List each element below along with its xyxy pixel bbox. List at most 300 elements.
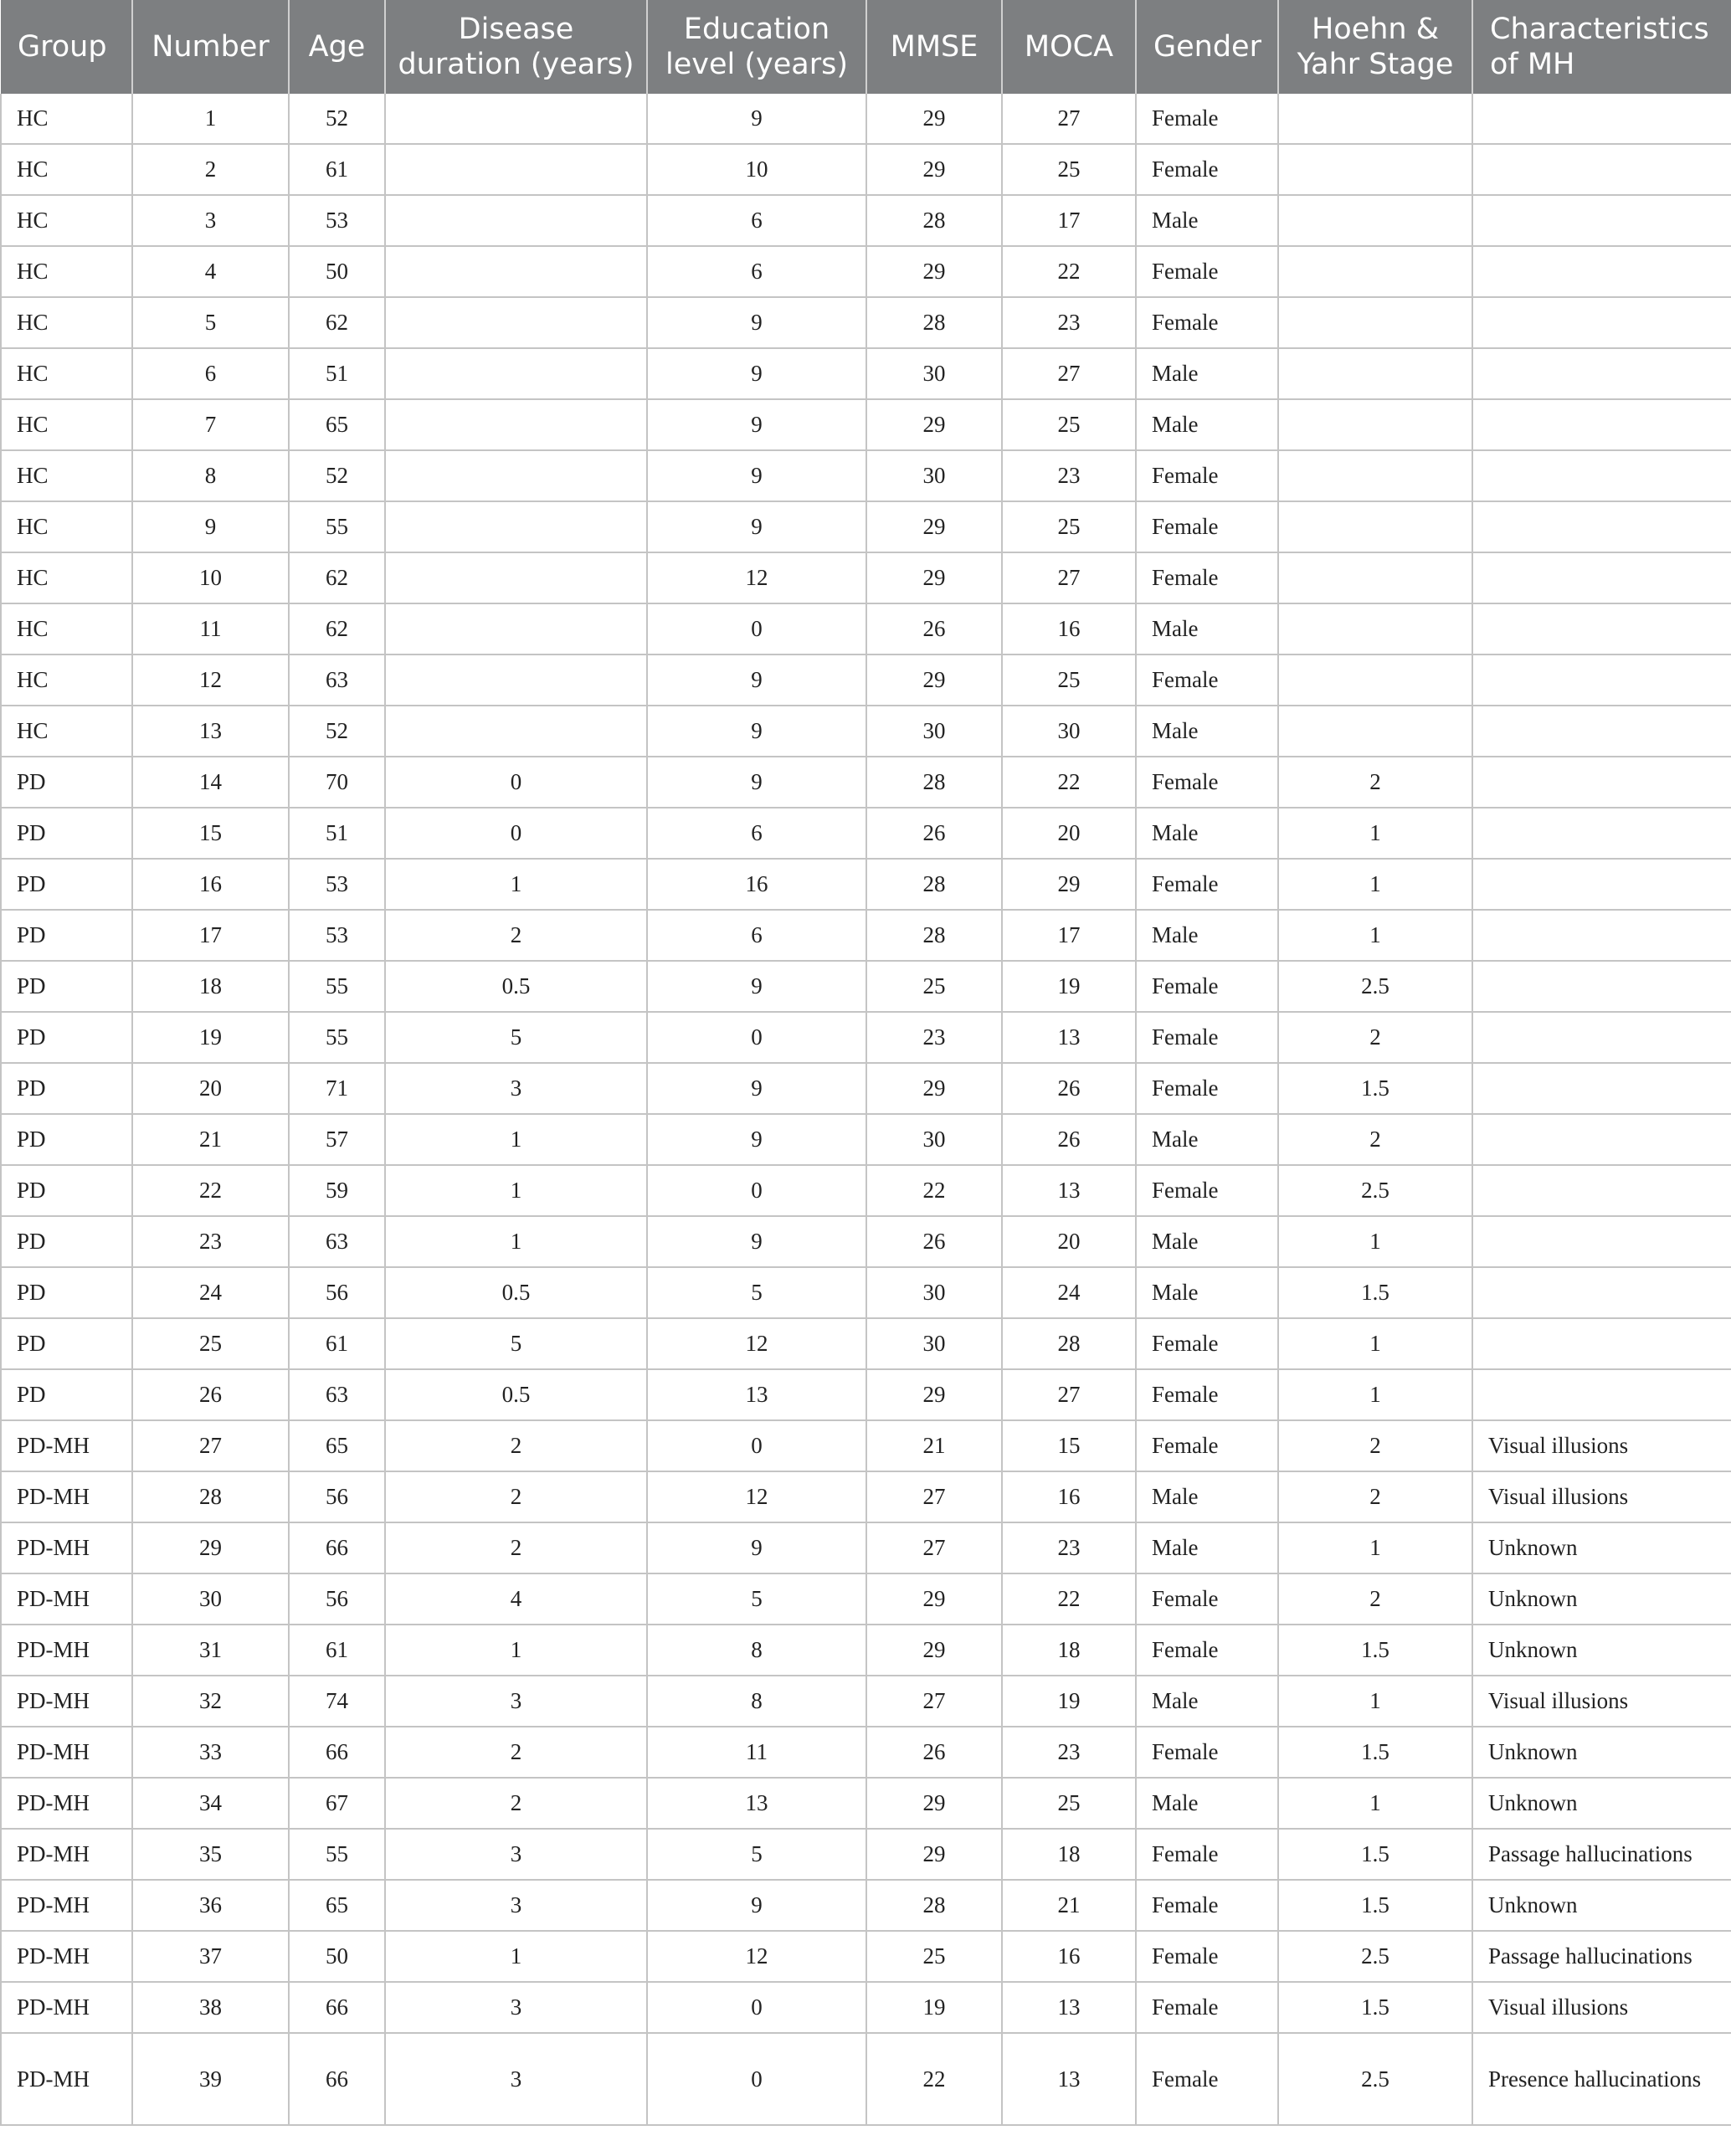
- cell-group: HC: [1, 552, 132, 603]
- cell-moca: 16: [1002, 1931, 1136, 1982]
- cell-number: 32: [132, 1676, 289, 1727]
- cell-characteristics-of-mh: [1472, 246, 1731, 297]
- cell-group: PD-MH: [1, 2033, 132, 2125]
- cell-group: HC: [1, 297, 132, 348]
- cell-age: 51: [289, 348, 385, 399]
- cell-number: 30: [132, 1573, 289, 1625]
- cell-hoehn-yahr-stage: [1278, 706, 1472, 757]
- cell-disease-duration: 1: [385, 1165, 647, 1216]
- cell-hoehn-yahr-stage: [1278, 603, 1472, 654]
- cell-characteristics-of-mh: [1472, 501, 1731, 552]
- cell-disease-duration: [385, 144, 647, 195]
- cell-characteristics-of-mh: Unknown: [1472, 1727, 1731, 1778]
- cell-moca: 25: [1002, 1778, 1136, 1829]
- cell-number: 27: [132, 1420, 289, 1471]
- cell-group: HC: [1, 501, 132, 552]
- cell-number: 15: [132, 808, 289, 859]
- cell-number: 33: [132, 1727, 289, 1778]
- cell-number: 6: [132, 348, 289, 399]
- table-row: [1, 1267, 1731, 1318]
- cell-disease-duration: 0.5: [385, 961, 647, 1012]
- cell-age: 52: [289, 94, 385, 144]
- cell-group: PD-MH: [1, 1676, 132, 1727]
- cell-disease-duration: [385, 246, 647, 297]
- cell-group: PD-MH: [1, 1931, 132, 1982]
- header-education-level: Education level (years): [647, 0, 866, 94]
- cell-moca: 27: [1002, 348, 1136, 399]
- cell-age: 63: [289, 1216, 385, 1267]
- cell-group: PD-MH: [1, 1982, 132, 2033]
- cell-age: 67: [289, 1778, 385, 1829]
- cell-number: 23: [132, 1216, 289, 1267]
- cell-gender: Female: [1136, 1727, 1278, 1778]
- cell-education-level: 0: [647, 603, 866, 654]
- cell-hoehn-yahr-stage: 1.5: [1278, 1625, 1472, 1676]
- cell-disease-duration: 0: [385, 757, 647, 808]
- cell-hoehn-yahr-stage: 2.5: [1278, 1165, 1472, 1216]
- cell-gender: Male: [1136, 910, 1278, 961]
- cell-mmse: 22: [866, 1165, 1002, 1216]
- cell-gender: Female: [1136, 757, 1278, 808]
- cell-moca: 22: [1002, 1573, 1136, 1625]
- header-moca: MOCA: [1002, 0, 1136, 94]
- cell-group: PD: [1, 1114, 132, 1165]
- table-row: [1, 246, 1731, 297]
- cell-hoehn-yahr-stage: 1.5: [1278, 1063, 1472, 1114]
- cell-education-level: 9: [647, 706, 866, 757]
- cell-characteristics-of-mh: Unknown: [1472, 1522, 1731, 1573]
- cell-education-level: 9: [647, 1216, 866, 1267]
- cell-hoehn-yahr-stage: [1278, 94, 1472, 144]
- cell-gender: Female: [1136, 450, 1278, 501]
- table-row: [1, 757, 1731, 808]
- cell-characteristics-of-mh: Visual illusions: [1472, 1471, 1731, 1522]
- cell-number: 19: [132, 1012, 289, 1063]
- table-body: [1, 94, 1731, 2125]
- cell-education-level: 6: [647, 808, 866, 859]
- cell-characteristics-of-mh: Passage hallucinations: [1472, 1829, 1731, 1880]
- cell-hoehn-yahr-stage: 1: [1278, 1522, 1472, 1573]
- cell-moca: 25: [1002, 501, 1136, 552]
- table-row: [1, 144, 1731, 195]
- cell-mmse: 27: [866, 1522, 1002, 1573]
- cell-characteristics-of-mh: [1472, 1012, 1731, 1063]
- cell-education-level: 5: [647, 1829, 866, 1880]
- cell-hoehn-yahr-stage: [1278, 501, 1472, 552]
- cell-number: 9: [132, 501, 289, 552]
- cell-group: HC: [1, 654, 132, 706]
- cell-group: PD-MH: [1, 1778, 132, 1829]
- cell-gender: Female: [1136, 297, 1278, 348]
- cell-moca: 24: [1002, 1267, 1136, 1318]
- cell-moca: 22: [1002, 757, 1136, 808]
- cell-mmse: 29: [866, 1369, 1002, 1420]
- cell-mmse: 29: [866, 552, 1002, 603]
- cell-group: HC: [1, 94, 132, 144]
- header-mmse: MMSE: [866, 0, 1002, 94]
- cell-number: 17: [132, 910, 289, 961]
- table-header: [1, 0, 1731, 94]
- cell-moca: 25: [1002, 144, 1136, 195]
- cell-moca: 25: [1002, 654, 1136, 706]
- cell-number: 22: [132, 1165, 289, 1216]
- cell-gender: Male: [1136, 1114, 1278, 1165]
- cell-hoehn-yahr-stage: 1: [1278, 1369, 1472, 1420]
- cell-disease-duration: 3: [385, 1063, 647, 1114]
- cell-characteristics-of-mh: Visual illusions: [1472, 1982, 1731, 2033]
- cell-education-level: 0: [647, 2033, 866, 2125]
- cell-hoehn-yahr-stage: 2.5: [1278, 1931, 1472, 1982]
- cell-hoehn-yahr-stage: 2.5: [1278, 961, 1472, 1012]
- cell-age: 56: [289, 1267, 385, 1318]
- cell-education-level: 9: [647, 1114, 866, 1165]
- cell-hoehn-yahr-stage: 2: [1278, 1573, 1472, 1625]
- cell-group: PD-MH: [1, 1522, 132, 1573]
- cell-disease-duration: [385, 195, 647, 246]
- cell-characteristics-of-mh: [1472, 1216, 1731, 1267]
- cell-number: 1: [132, 94, 289, 144]
- cell-moca: 19: [1002, 961, 1136, 1012]
- cell-moca: 23: [1002, 1522, 1136, 1573]
- table-row: [1, 654, 1731, 706]
- cell-number: 14: [132, 757, 289, 808]
- cell-moca: 28: [1002, 1318, 1136, 1369]
- table-row: [1, 1778, 1731, 1829]
- cell-mmse: 29: [866, 94, 1002, 144]
- cell-age: 70: [289, 757, 385, 808]
- cell-moca: 29: [1002, 859, 1136, 910]
- cell-education-level: 9: [647, 399, 866, 450]
- cell-mmse: 30: [866, 706, 1002, 757]
- cell-moca: 18: [1002, 1625, 1136, 1676]
- cell-disease-duration: 1: [385, 1216, 647, 1267]
- cell-gender: Male: [1136, 1778, 1278, 1829]
- cell-group: HC: [1, 246, 132, 297]
- cell-gender: Male: [1136, 195, 1278, 246]
- table-row: [1, 859, 1731, 910]
- cell-group: HC: [1, 450, 132, 501]
- cell-characteristics-of-mh: [1472, 1114, 1731, 1165]
- table-row: [1, 552, 1731, 603]
- cell-disease-duration: 2: [385, 1420, 647, 1471]
- cell-moca: 27: [1002, 94, 1136, 144]
- cell-education-level: 0: [647, 1982, 866, 2033]
- cell-age: 62: [289, 552, 385, 603]
- cell-mmse: 26: [866, 1216, 1002, 1267]
- table-row: [1, 1114, 1731, 1165]
- cell-mmse: 26: [866, 603, 1002, 654]
- table-row: [1, 1573, 1731, 1625]
- cell-hoehn-yahr-stage: 1.5: [1278, 1829, 1472, 1880]
- cell-disease-duration: 2: [385, 1778, 647, 1829]
- cell-group: HC: [1, 706, 132, 757]
- cell-disease-duration: [385, 501, 647, 552]
- cell-hoehn-yahr-stage: 1.5: [1278, 1880, 1472, 1931]
- header-age: Age: [289, 0, 385, 94]
- cell-moca: 26: [1002, 1063, 1136, 1114]
- cell-number: 28: [132, 1471, 289, 1522]
- cell-number: 4: [132, 246, 289, 297]
- table-row: [1, 501, 1731, 552]
- cell-education-level: 10: [647, 144, 866, 195]
- cell-disease-duration: 1: [385, 1114, 647, 1165]
- table-row: [1, 1727, 1731, 1778]
- cell-number: 35: [132, 1829, 289, 1880]
- cell-gender: Female: [1136, 654, 1278, 706]
- cell-hoehn-yahr-stage: 2: [1278, 1420, 1472, 1471]
- cell-age: 55: [289, 501, 385, 552]
- cell-education-level: 9: [647, 757, 866, 808]
- cell-mmse: 29: [866, 1778, 1002, 1829]
- table-row: [1, 1420, 1731, 1471]
- cell-gender: Male: [1136, 1267, 1278, 1318]
- cell-gender: Male: [1136, 1471, 1278, 1522]
- cell-moca: 25: [1002, 399, 1136, 450]
- cell-gender: Female: [1136, 1165, 1278, 1216]
- cell-disease-duration: [385, 654, 647, 706]
- cell-characteristics-of-mh: Unknown: [1472, 1625, 1731, 1676]
- cell-number: 31: [132, 1625, 289, 1676]
- cell-mmse: 25: [866, 1931, 1002, 1982]
- cell-mmse: 29: [866, 654, 1002, 706]
- cell-age: 66: [289, 2033, 385, 2125]
- cell-disease-duration: 2: [385, 1727, 647, 1778]
- cell-mmse: 29: [866, 1573, 1002, 1625]
- cell-mmse: 26: [866, 808, 1002, 859]
- header-gender: Gender: [1136, 0, 1278, 94]
- table-row: [1, 1471, 1731, 1522]
- cell-education-level: 9: [647, 450, 866, 501]
- cell-education-level: 9: [647, 1522, 866, 1573]
- table-row: [1, 1880, 1731, 1931]
- cell-moca: 13: [1002, 1165, 1136, 1216]
- cell-hoehn-yahr-stage: 1.5: [1278, 1727, 1472, 1778]
- cell-education-level: 5: [647, 1267, 866, 1318]
- cell-gender: Female: [1136, 1931, 1278, 1982]
- cell-group: PD: [1, 1216, 132, 1267]
- table-row: [1, 1982, 1731, 2033]
- cell-age: 65: [289, 1880, 385, 1931]
- header-group: Group: [1, 0, 132, 94]
- cell-mmse: 25: [866, 961, 1002, 1012]
- cell-number: 18: [132, 961, 289, 1012]
- cell-hoehn-yahr-stage: 1: [1278, 859, 1472, 910]
- cell-age: 51: [289, 808, 385, 859]
- cell-number: 7: [132, 399, 289, 450]
- table-row: [1, 450, 1731, 501]
- cell-education-level: 8: [647, 1625, 866, 1676]
- header-disease-duration: Disease duration (years): [385, 0, 647, 94]
- cell-mmse: 23: [866, 1012, 1002, 1063]
- cell-education-level: 13: [647, 1369, 866, 1420]
- cell-education-level: 9: [647, 961, 866, 1012]
- cell-characteristics-of-mh: [1472, 399, 1731, 450]
- cell-characteristics-of-mh: [1472, 603, 1731, 654]
- cell-age: 66: [289, 1727, 385, 1778]
- table-row: [1, 910, 1731, 961]
- cell-gender: Female: [1136, 246, 1278, 297]
- cell-number: 36: [132, 1880, 289, 1931]
- cell-age: 59: [289, 1165, 385, 1216]
- cell-disease-duration: 3: [385, 1880, 647, 1931]
- cell-education-level: 9: [647, 94, 866, 144]
- cell-mmse: 28: [866, 195, 1002, 246]
- cell-age: 66: [289, 1982, 385, 2033]
- cell-education-level: 8: [647, 1676, 866, 1727]
- cell-characteristics-of-mh: [1472, 654, 1731, 706]
- cell-mmse: 28: [866, 859, 1002, 910]
- cell-gender: Female: [1136, 859, 1278, 910]
- cell-hoehn-yahr-stage: [1278, 195, 1472, 246]
- cell-moca: 13: [1002, 1982, 1136, 2033]
- cell-moca: 17: [1002, 195, 1136, 246]
- cell-hoehn-yahr-stage: 1.5: [1278, 1267, 1472, 1318]
- cell-disease-duration: 3: [385, 1982, 647, 2033]
- cell-age: 50: [289, 1931, 385, 1982]
- cell-education-level: 12: [647, 1931, 866, 1982]
- header-number: Number: [132, 0, 289, 94]
- cell-disease-duration: 4: [385, 1573, 647, 1625]
- table-row: [1, 961, 1731, 1012]
- cell-mmse: 29: [866, 1829, 1002, 1880]
- cell-gender: Female: [1136, 144, 1278, 195]
- cell-age: 55: [289, 961, 385, 1012]
- cell-gender: Female: [1136, 1369, 1278, 1420]
- cell-mmse: 27: [866, 1676, 1002, 1727]
- cell-education-level: 16: [647, 859, 866, 910]
- cell-gender: Female: [1136, 1012, 1278, 1063]
- cell-mmse: 29: [866, 501, 1002, 552]
- cell-mmse: 29: [866, 246, 1002, 297]
- cell-age: 61: [289, 1318, 385, 1369]
- cell-group: PD: [1, 1063, 132, 1114]
- cell-disease-duration: 5: [385, 1318, 647, 1369]
- cell-characteristics-of-mh: Unknown: [1472, 1573, 1731, 1625]
- cell-disease-duration: 3: [385, 1676, 647, 1727]
- table-row: [1, 1165, 1731, 1216]
- cell-group: PD: [1, 1318, 132, 1369]
- cell-group: PD: [1, 1012, 132, 1063]
- cell-age: 62: [289, 603, 385, 654]
- cell-age: 63: [289, 1369, 385, 1420]
- cell-characteristics-of-mh: [1472, 808, 1731, 859]
- cell-characteristics-of-mh: [1472, 1063, 1731, 1114]
- cell-mmse: 30: [866, 348, 1002, 399]
- cell-gender: Male: [1136, 808, 1278, 859]
- table-row: [1, 1318, 1731, 1369]
- cell-age: 66: [289, 1522, 385, 1573]
- cell-number: 37: [132, 1931, 289, 1982]
- cell-moca: 20: [1002, 1216, 1136, 1267]
- cell-gender: Male: [1136, 706, 1278, 757]
- cell-group: PD: [1, 910, 132, 961]
- cell-hoehn-yahr-stage: [1278, 399, 1472, 450]
- cell-hoehn-yahr-stage: 2: [1278, 1114, 1472, 1165]
- cell-education-level: 13: [647, 1778, 866, 1829]
- cell-age: 65: [289, 399, 385, 450]
- cell-moca: 27: [1002, 552, 1136, 603]
- cell-group: PD-MH: [1, 1829, 132, 1880]
- cell-age: 71: [289, 1063, 385, 1114]
- cell-number: 3: [132, 195, 289, 246]
- cell-mmse: 21: [866, 1420, 1002, 1471]
- cell-disease-duration: 1: [385, 1931, 647, 1982]
- cell-hoehn-yahr-stage: 1: [1278, 1676, 1472, 1727]
- cell-characteristics-of-mh: [1472, 1318, 1731, 1369]
- cell-moca: 23: [1002, 450, 1136, 501]
- cell-moca: 17: [1002, 910, 1136, 961]
- cell-hoehn-yahr-stage: [1278, 144, 1472, 195]
- cell-hoehn-yahr-stage: 2: [1278, 1012, 1472, 1063]
- cell-moca: 22: [1002, 246, 1136, 297]
- header-row: [1, 0, 1731, 94]
- cell-moca: 27: [1002, 1369, 1136, 1420]
- cell-gender: Female: [1136, 1420, 1278, 1471]
- cell-disease-duration: 1: [385, 1625, 647, 1676]
- cell-education-level: 0: [647, 1012, 866, 1063]
- cell-education-level: 9: [647, 654, 866, 706]
- cell-hoehn-yahr-stage: [1278, 552, 1472, 603]
- cell-characteristics-of-mh: [1472, 450, 1731, 501]
- cell-education-level: 6: [647, 246, 866, 297]
- cell-gender: Female: [1136, 1625, 1278, 1676]
- cell-characteristics-of-mh: Unknown: [1472, 1880, 1731, 1931]
- cell-education-level: 11: [647, 1727, 866, 1778]
- cell-characteristics-of-mh: [1472, 1267, 1731, 1318]
- cell-moca: 23: [1002, 1727, 1136, 1778]
- cell-age: 56: [289, 1471, 385, 1522]
- cell-group: PD-MH: [1, 1420, 132, 1471]
- cell-number: 8: [132, 450, 289, 501]
- cell-disease-duration: [385, 450, 647, 501]
- table-row: [1, 1369, 1731, 1420]
- cell-hoehn-yahr-stage: [1278, 450, 1472, 501]
- cell-disease-duration: 0.5: [385, 1267, 647, 1318]
- cell-age: 52: [289, 706, 385, 757]
- cell-characteristics-of-mh: [1472, 910, 1731, 961]
- cell-hoehn-yahr-stage: 1: [1278, 808, 1472, 859]
- table-row: [1, 94, 1731, 144]
- cell-gender: Female: [1136, 94, 1278, 144]
- cell-education-level: 6: [647, 195, 866, 246]
- cell-mmse: 29: [866, 144, 1002, 195]
- cell-number: 24: [132, 1267, 289, 1318]
- table-row: [1, 706, 1731, 757]
- cell-moca: 15: [1002, 1420, 1136, 1471]
- cell-group: PD: [1, 757, 132, 808]
- cell-disease-duration: 2: [385, 1522, 647, 1573]
- cell-education-level: 9: [647, 1063, 866, 1114]
- cell-education-level: 0: [647, 1420, 866, 1471]
- cell-group: PD: [1, 1369, 132, 1420]
- table-row: [1, 348, 1731, 399]
- cell-gender: Female: [1136, 1829, 1278, 1880]
- cell-number: 11: [132, 603, 289, 654]
- cell-mmse: 29: [866, 399, 1002, 450]
- cell-gender: Female: [1136, 501, 1278, 552]
- cell-group: PD: [1, 808, 132, 859]
- cell-age: 56: [289, 1573, 385, 1625]
- cell-age: 53: [289, 910, 385, 961]
- cell-moca: 16: [1002, 1471, 1136, 1522]
- cell-characteristics-of-mh: [1472, 757, 1731, 808]
- cell-hoehn-yahr-stage: 1: [1278, 1778, 1472, 1829]
- cell-disease-duration: [385, 297, 647, 348]
- cell-age: 61: [289, 1625, 385, 1676]
- cell-group: PD-MH: [1, 1471, 132, 1522]
- cell-group: HC: [1, 195, 132, 246]
- cell-gender: Male: [1136, 1676, 1278, 1727]
